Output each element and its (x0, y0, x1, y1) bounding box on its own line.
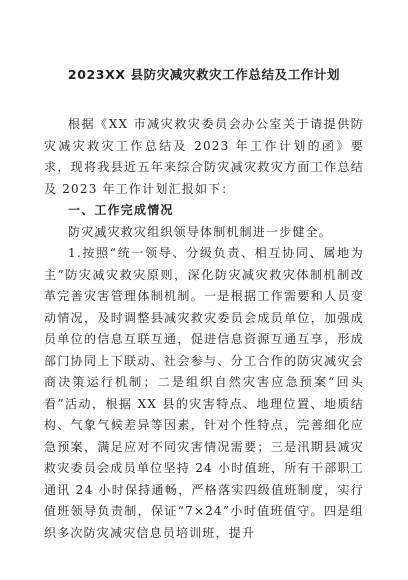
body-paragraph-1: 1.按照“统一领导、分级负责、相互协同、属地为主”防灾减灾救灾原则，深化防灾减灾救灾体制机制改革完善灾害管理体制机制。一是根据工作需要和人员变动情况，及时调整县减灾救灾委员会成员单位，加强成员单位的信息互联互通，促进信息资源互通互享，形成部门协同上下联动、社会参与、分工合作的防灾减灾会商决策运行机制；二是组织自然灾害应急预案“回头看”活动，根据 XX 县的灾害特点、地理位置、地质结构、气象气候差异等因素，针对个性特点，完善细化应急预案，满足应对不同灾害情况需要；三是汛期县减灾救灾委员会成员单位坚持 24 小时值班，所有干部职工通讯 24 小时保持通畅，严格落实四级值班制度，实行值班领导负责制，保证“7×24”小时值班值守。四是组织多次防灾减灾信息员培训班，提升 (44, 246, 364, 540)
section-heading-work-completion: 一、工作完成情况 (68, 203, 174, 217)
subsection-paragraph: 防灾减灾救灾组织领导体制机制进一步健全。 (68, 224, 333, 239)
intro-paragraph: 根据《XX 市减灾救灾委员会办公室关于请提供防灾减灾救灾工作总结及 2023 年工作计划的函》要求，现将我县近五年来综合防灾减灾救灾方面工作总结及 2023 年工作计划汇报如下： (44, 117, 364, 196)
document-title: 2023XX 县防灾减灾救灾工作总结及工作计划 (67, 67, 341, 82)
